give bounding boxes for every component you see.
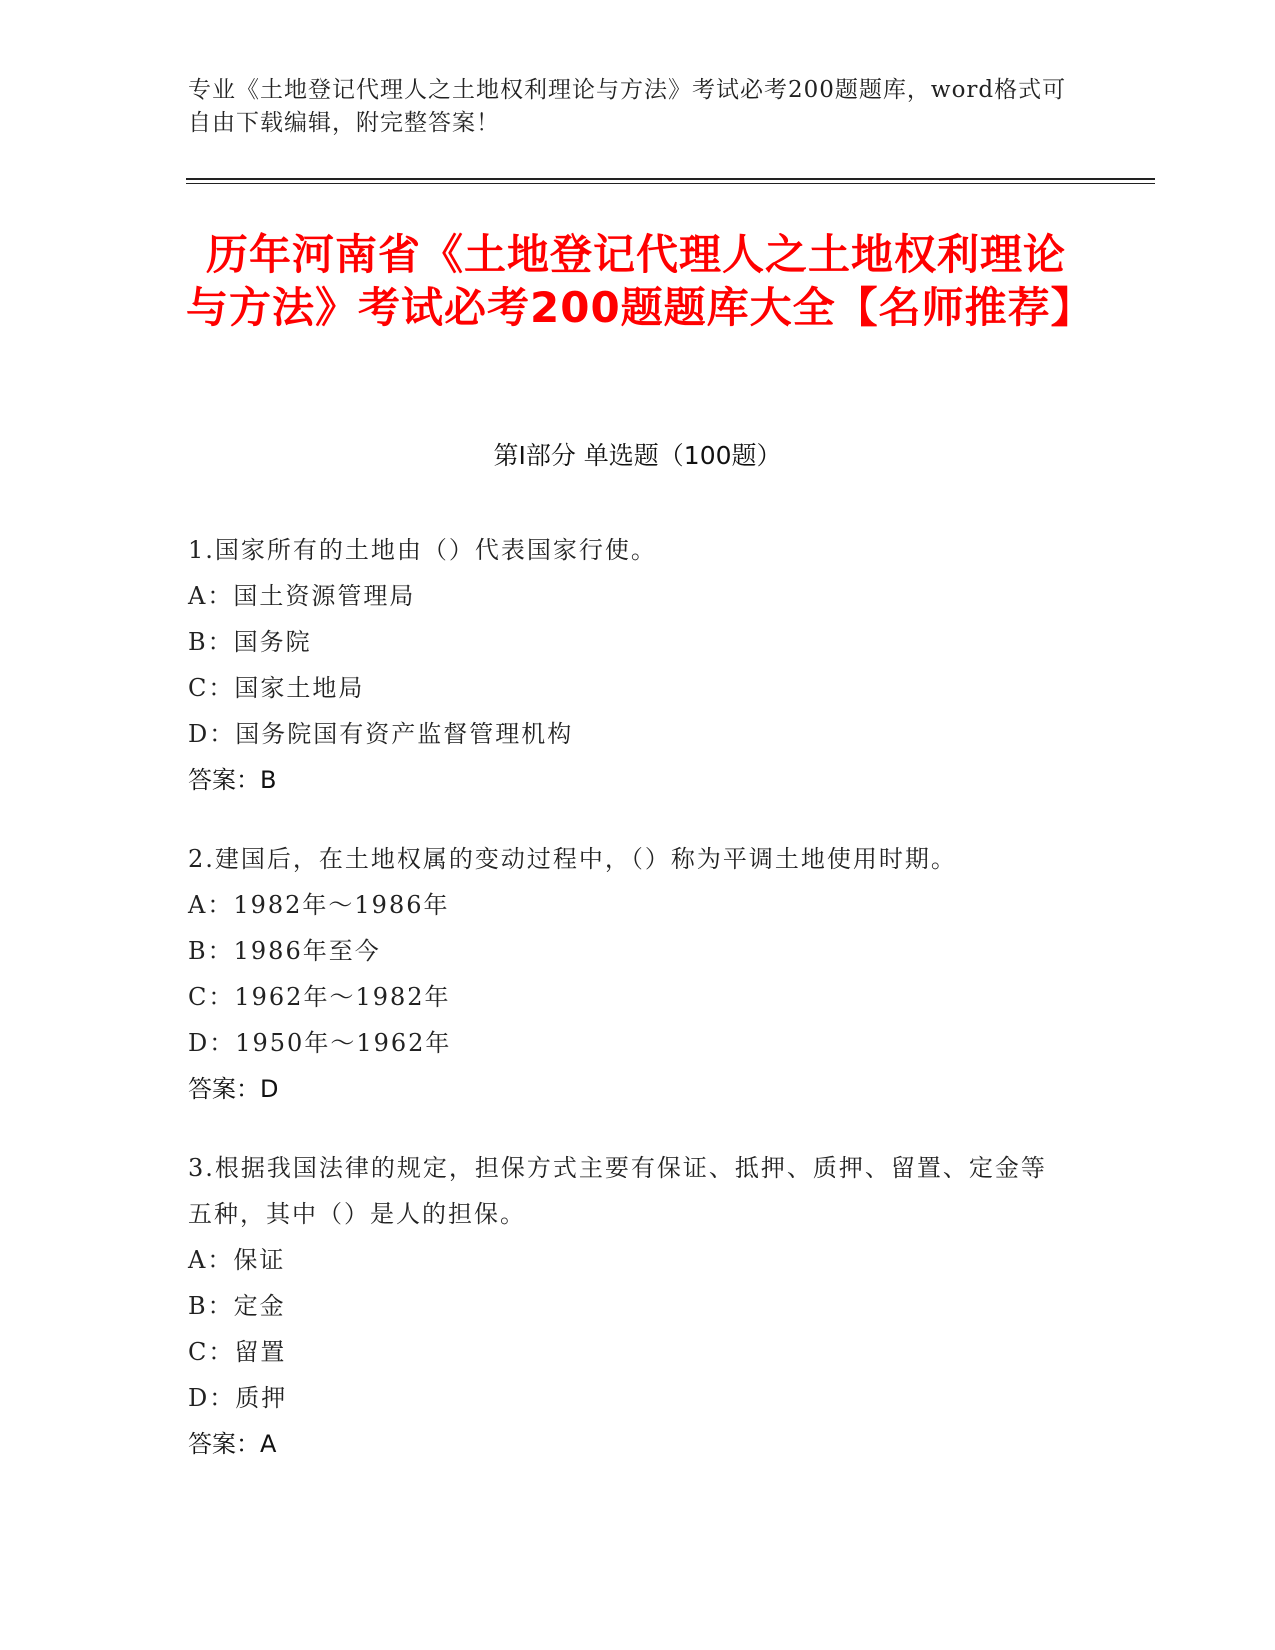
- question-1: [188, 527, 1068, 803]
- question-list: [188, 527, 1068, 1500]
- option-c: C：留置: [188, 1338, 287, 1366]
- question-2: [188, 836, 1068, 1112]
- option-b: B：国务院: [188, 628, 312, 656]
- question-stem: 1.国家所有的土地由（）代表国家行使。: [188, 536, 657, 564]
- option-d: D：质押: [188, 1384, 288, 1412]
- option-a: A：1982年～1986年: [188, 891, 450, 919]
- document-title: 历年河南省《土地登记代理人之土地权利理论与方法》考试必考200题题库大全【名师推荐】: [186, 230, 1094, 332]
- option-d: D：国务院国有资产监督管理机构: [188, 720, 574, 748]
- option-b: B：定金: [188, 1292, 286, 1320]
- section-title: 第I部分 单选题（100题）: [493, 441, 782, 470]
- question-stem: 3.根据我国法律的规定，担保方式主要有保证、抵押、质押、留置、定金等五种，其中（）是人的担保。: [188, 1154, 1047, 1228]
- option-a: A：国土资源管理局: [188, 582, 416, 610]
- option-a: A：保证: [188, 1246, 286, 1274]
- question-stem: 2.建国后，在土地权属的变动过程中，（）称为平调土地使用时期。: [188, 845, 957, 873]
- header-rule-thin: [186, 183, 1155, 184]
- answer: 答案：A: [188, 1430, 277, 1458]
- option-c: C：国家土地局: [188, 674, 365, 702]
- option-c: C：1962年～1982年: [188, 983, 451, 1011]
- option-b: B：1986年至今: [188, 937, 381, 965]
- answer: 答案：D: [188, 1075, 279, 1103]
- option-d: D：1950年～1962年: [188, 1029, 452, 1057]
- header-rule-thick: [186, 178, 1155, 180]
- header-note: 专业《土地登记代理人之土地权利理论与方法》考试必考200题题库，word格式可自由下载编辑，附完整答案！: [188, 77, 1067, 136]
- answer: 答案：B: [188, 766, 277, 794]
- question-3: [188, 1145, 1068, 1467]
